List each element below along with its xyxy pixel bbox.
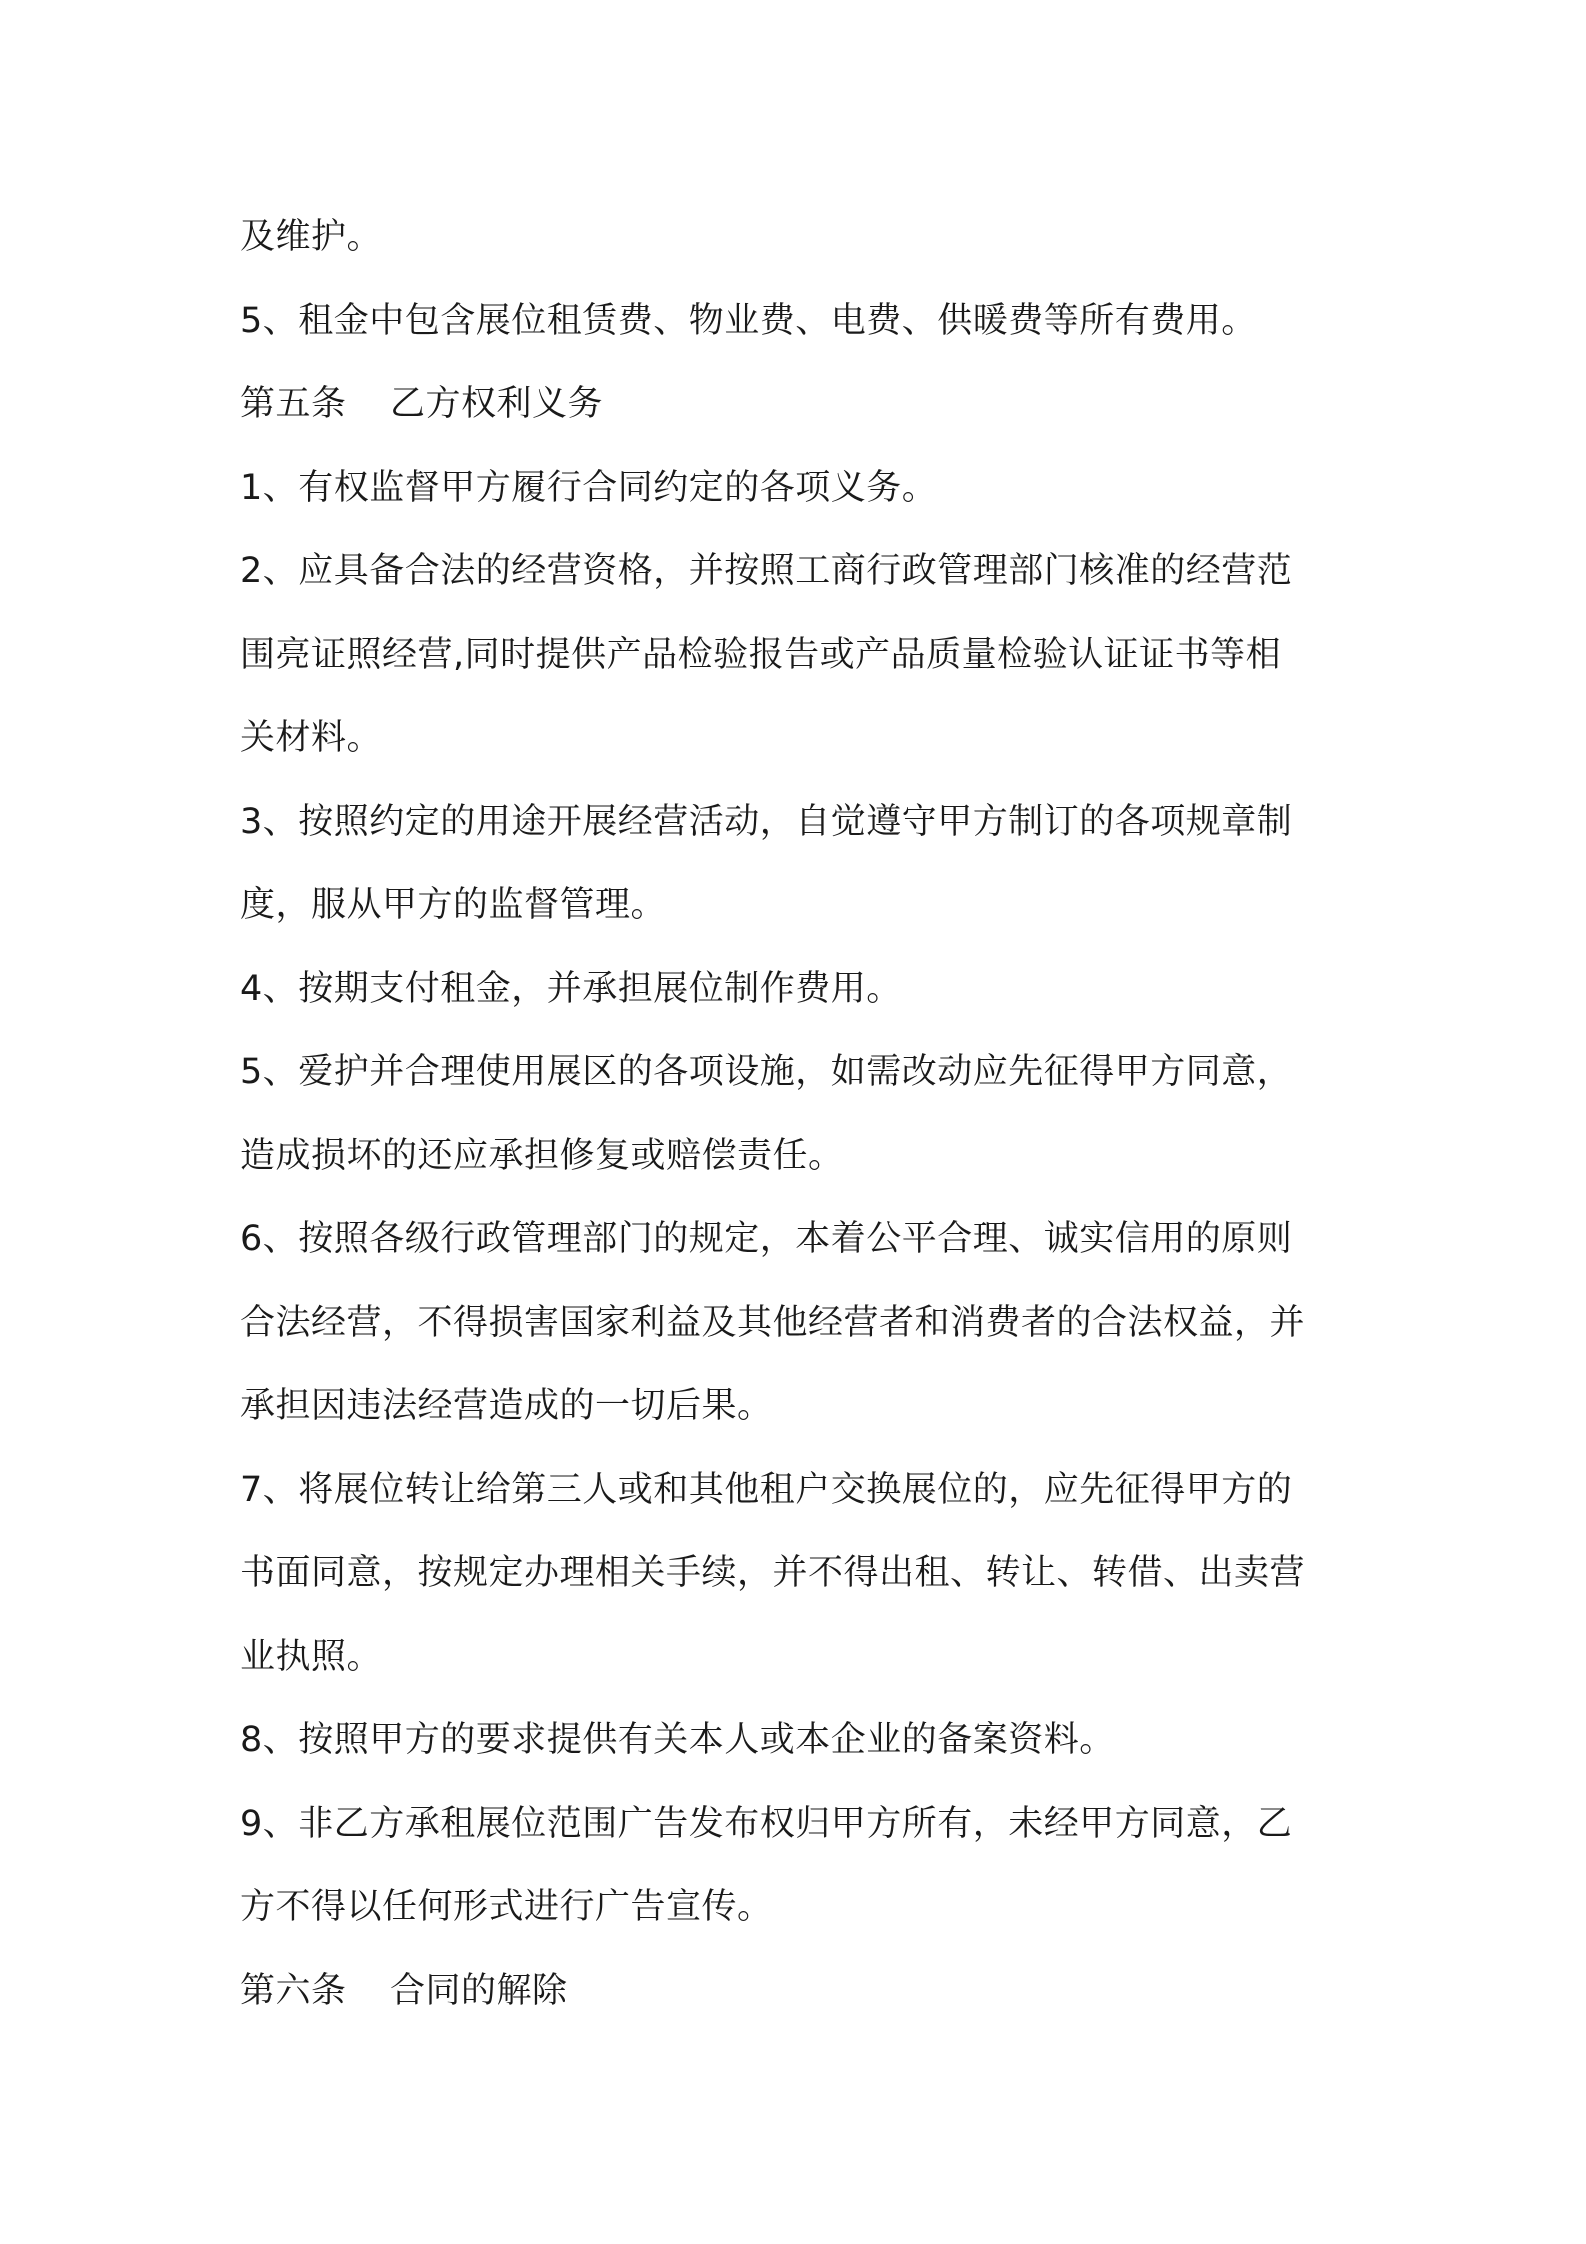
article-heading [240,363,1360,447]
text-line: 2、应具备合法的经营资格，并按照工商行政管理部门核准的经营范 [240,551,1293,591]
text-line: 5、租金中包含展位租赁费、物业费、电费、供暖费等所有费用。 [240,300,1257,341]
text-line: 书面同意，按规定办理相关手续，并不得出租、转让、转借、出卖营 [240,1553,1306,1593]
text-line: 围亮证照经营,同时提供产品检验报告或产品质量检验认证证书等相 [240,634,1282,675]
text-line: 3、按照约定的用途开展经营活动，自觉遵守甲方制订的各项规章制 [240,801,1293,842]
text-line: 关材料。 [240,718,383,758]
text-line: 及维护。 [240,217,383,257]
text-line: 承担因违法经营造成的一切后果。 [240,1386,773,1426]
article-number: 第六条 [240,1970,347,2011]
text-line: 度，服从甲方的监督管理。 [240,885,667,925]
text-line: 业执照。 [240,1636,383,1677]
article-heading [240,1950,1360,2034]
text-line: 方不得以任何形式进行广告宣传。 [240,1887,773,1927]
text-line: 7、将展位转让给第三人或和其他租户交换展位的，应先征得甲方的 [240,1469,1293,1510]
text-line: 合法经营，不得损害国家利益及其他经营者和消费者的合法权益，并 [240,1302,1306,1343]
text-line: 5、爱护并合理使用展区的各项设施，如需改动应先征得甲方同意， [240,1052,1293,1092]
text-line: 4、按期支付租金，并承担展位制作费用。 [240,968,902,1009]
text-line: 6、按照各级行政管理部门的规定，本着公平合理、诚实信用的原则 [240,1219,1293,1259]
article-number: 第五条 [240,384,347,424]
text-line: 8、按照甲方的要求提供有关本人或本企业的备案资料。 [240,1720,1115,1760]
article-title: 乙方权利义务 [390,384,604,424]
document-page [240,196,1360,2033]
article-title: 合同的解除 [390,1970,568,2011]
text-line: 9、非乙方承租展位范围广告发布权归甲方所有，未经甲方同意，乙 [240,1803,1293,1844]
text-line: 1、有权监督甲方履行合同约定的各项义务。 [240,467,938,508]
text-line: 造成损坏的还应承担修复或赔偿责任。 [240,1135,844,1176]
